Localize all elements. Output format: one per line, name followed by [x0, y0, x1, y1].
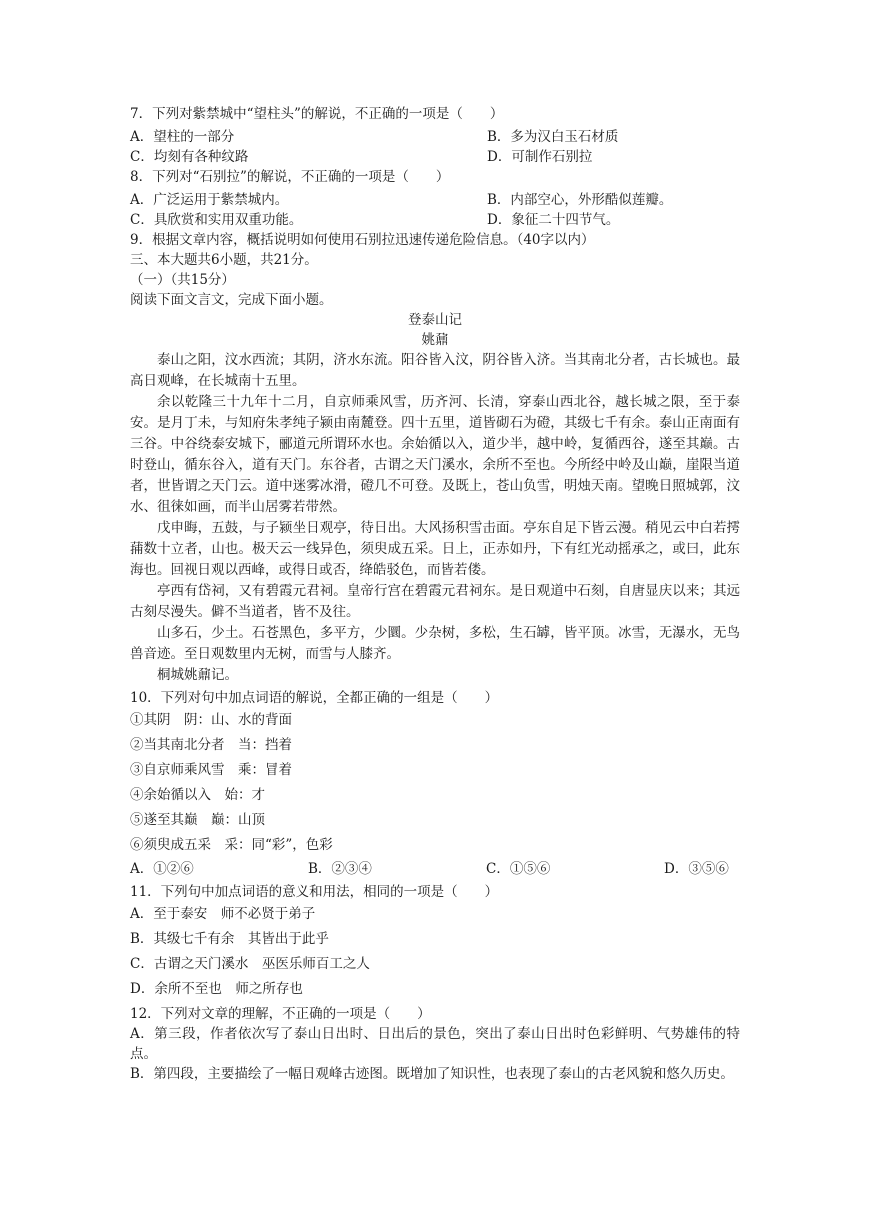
- q10-item-1: ①其阴 阴：山、水的背面: [130, 712, 292, 728]
- q10-item-3: ③自京师乘风雪 乘：冒着: [130, 762, 292, 778]
- essay-author: 姚鼐: [421, 332, 449, 348]
- q8-option-b: B．内部空心，外形酷似莲瓣。: [487, 192, 673, 208]
- q12-option-a: A．第三段，作者依次写了泰山日出时、日出后的景色，突出了泰山日出时色彩鲜明、气势雄伟的特点。: [130, 1026, 740, 1062]
- section-subtitle: （一）（共15分）: [130, 272, 235, 288]
- q11-option-a: A．至于泰安 师不必贤于弟子: [130, 906, 316, 922]
- q10-options: [130, 858, 740, 882]
- q10-option-d: D．③⑤⑥: [664, 861, 729, 877]
- q10-item-5: ⑤遂至其巅 巅：山顶: [130, 812, 265, 828]
- exam-page: [130, 104, 740, 1084]
- essay-paragraph-1: 泰山之阳，汶水西流；其阴，济水东流。阳谷皆入汶，阴谷皆入济。当其南北分者，古长城也。最高日观峰，在长城南十五里。: [130, 352, 740, 389]
- essay-paragraph-3: 戊申晦，五鼓，与子颍坐日观亭，待日出。大风扬积雪击面。亭东自足下皆云漫。稍见云中白若摴蒱数十立者，山也。极天云一线异色，须臾成五采。日上，正赤如丹，下有红光动摇承之，或曰，此东海也。回视日观以西峰，或得日或否，绛皓驳色，而皆若偻。: [130, 520, 740, 578]
- reading-instruction: 阅读下面文言文，完成下面小题。: [130, 292, 333, 308]
- q8-options-row1: [130, 190, 740, 210]
- q7-options-row2: [130, 147, 740, 167]
- q7-option-b: B．多为汉白玉石材质: [487, 129, 619, 145]
- section-title: 三、本大题共6小题，共21分。: [130, 252, 318, 268]
- q8-option-c: C．具欣赏和实用双重功能。: [130, 212, 303, 228]
- essay-paragraph-5: 山多石，少土。石苍黑色，多平方，少圜。少杂树，多松，生石罅，皆平顶。冰雪，无瀑水，无鸟兽音迹。至日观数里内无树，而雪与人膝齐。: [130, 625, 740, 662]
- q10-option-c: C．①⑤⑥: [486, 861, 551, 877]
- q12-stem: 12．下列对文章的理解，不正确的一项是（ ）: [130, 1006, 431, 1022]
- q11-option-b: B．其级七千有余 其皆出于此乎: [130, 931, 329, 947]
- q11-option-d: D．余所不至也 师之所存也: [130, 981, 303, 997]
- essay-signature: 桐城姚鼐记。: [157, 667, 238, 683]
- q10-option-a: A．①②⑥: [130, 861, 194, 877]
- q10-option-b: B．②③④: [308, 861, 372, 877]
- q8-option-a: A．广泛运用于紫禁城内。: [130, 192, 289, 208]
- q7-option-d: D．可制作石别拉: [487, 149, 593, 165]
- q9-stem: 9．根据文章内容，概括说明如何使用石别拉迅速传递危险信息。（40字以内）: [130, 232, 595, 248]
- q10-stem: 10．下列对句中加点词语的解说，全都正确的一组是（ ）: [130, 690, 499, 706]
- q8-options-row2: [130, 210, 740, 230]
- q11-option-c: C．古谓之天门溪水 巫医乐师百工之人: [130, 956, 370, 972]
- q8-stem: 8．下列对“石别拉”的解说，不正确的一项是（ ）: [130, 169, 450, 185]
- essay-paragraph-2: 余以乾隆三十九年十二月，自京师乘风雪，历齐河、长清，穿泰山西北谷，越长城之限，至于泰安。是月丁未，与知府朱孝纯子颍由南麓登。四十五里，道皆砌石为磴，其级七千有余。泰山正南面有三谷。中谷绕泰安城下，郦道元所谓环水也。余始循以入，道少半，越中岭，复循西谷，遂至其巅。古时登山，循东谷入，道有天门。东谷者，古谓之天门溪水，余所不至也。今所经中岭及山巅，崖限当道者，世皆谓之天门云。道中迷雾冰滑，磴几不可登。及既上，苍山负雪，明烛天南。望晚日照城郭，汶水、徂徕如画，而半山居雾若带然。: [130, 394, 740, 515]
- q7-stem: 7．下列对紫禁城中“望柱头”的解说，不正确的一项是（ ）: [130, 106, 504, 122]
- q10-item-4: ④余始循以入 始：才: [130, 787, 265, 803]
- essay-title: 登泰山记: [408, 312, 462, 328]
- q7-options-row1: [130, 127, 740, 147]
- q11-stem: 11．下列句中加点词语的意义和用法，相同的一项是（ ）: [130, 884, 499, 900]
- essay-paragraph-4: 亭西有岱祠，又有碧霞元君祠。皇帝行宫在碧霞元君祠东。是日观道中石刻，自唐显庆以来；其远古刻尽漫失。僻不当道者，皆不及往。: [130, 583, 740, 620]
- q7-option-c: C．均刻有各种纹路: [130, 149, 249, 165]
- q7-option-a: A．望柱的一部分: [130, 129, 235, 145]
- q8-option-d: D．象征二十四节气。: [487, 212, 620, 228]
- q10-item-2: ②当其南北分者 当：挡着: [130, 737, 292, 753]
- q10-item-6: ⑥须臾成五采 采：同“彩”，色彩: [130, 837, 333, 853]
- q12-option-b: B．第四段，主要描绘了一幅日观峰古迹图。既增加了知识性，也表现了泰山的古老风貌和悠久历史。: [130, 1066, 734, 1082]
